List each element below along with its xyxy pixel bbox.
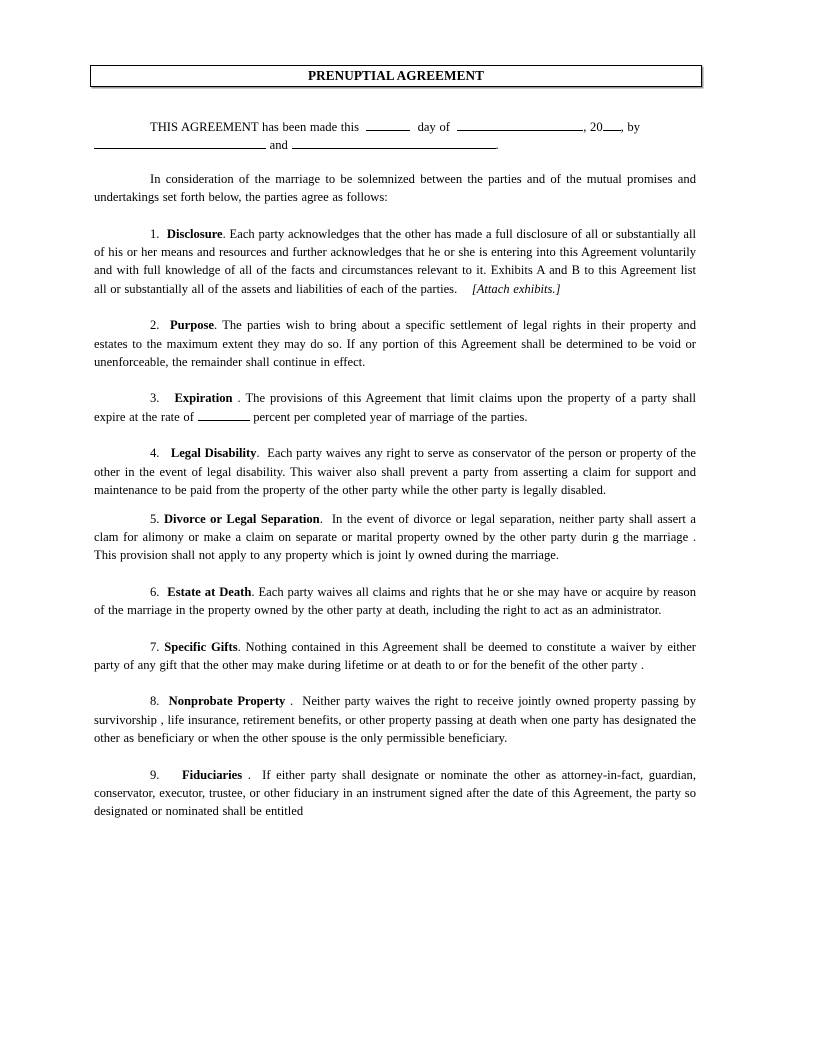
document-title-box [90,65,702,87]
section-9-heading: Fiduciaries [181,767,243,782]
section-8 [94,692,696,747]
section-3-body-before-blank: The provisions of this Agreement that limit claims upon the property of a party shall expire at the rate of [94,391,696,424]
page-title: PRENUPTIAL AGREEMENT [307,68,485,84]
section-3-separator: . [237,391,241,406]
section-1-separator: . [222,226,226,241]
spacer [94,155,696,170]
section-4-separator: . [256,446,260,461]
blank-party-one-field[interactable] [94,137,266,150]
section-6-separator: . [251,584,255,599]
intro-by: , by [620,120,641,134]
section-9-number: 9. [150,767,160,782]
section-7-number: 7. [150,639,160,654]
section-6 [94,583,696,620]
section-2-separator: . [214,318,218,333]
section-3-body-after-blank: percent per completed year of marriage of the parties. [253,409,528,424]
section-2-number: 2. [150,318,160,333]
section-7-separator: . [237,639,241,654]
spacer [94,748,696,766]
spacer [94,207,696,225]
document-body [94,118,696,821]
section-8-body: Neither party waives the right to receive jointly owned property passing by survivorship , life insurance, retirement benefits, or other property passing at death when one party has designated the other as beneficiary or when the other spouse is the only permissible beneficiary. [94,694,696,746]
intro-year-prefix: , 20 [583,120,603,134]
section-4-number: 4. [150,446,160,461]
spacer [94,426,696,444]
blank-party-two-field[interactable] [292,137,496,150]
intro-and: and [269,138,288,153]
section-7-body: Nothing contained in this Agreement shall be deemed to constitute a waiver by either party of any gift that the other may make during lifetime or at death to or for the benefit of the other party . [94,639,696,672]
section-2 [94,316,696,371]
spacer [94,500,696,510]
section-5-number: 5. [150,511,160,526]
section-2-heading: Purpose [169,318,215,333]
intro-day-of: day of [417,120,450,134]
section-4-body: Each party waives any right to serve as conservator of the person or property of the other in the event of legal disability. This waiver also shall prevent a party from asserting a claim for support and maintenance to be paid from the property of the other party while the other party is legally disabled. [94,446,697,498]
section-7-heading: Specific Gifts [164,639,238,654]
spacer [94,298,696,316]
spacer [94,674,696,692]
section-9-body: If either party shall designate or nominate the other as attorney-in-fact, guardian, conservator, executor, trustee, or other fiduciary in an instrument signed after the date of this Agreement, the party so designated or nominated shall be entitled [94,767,697,819]
section-8-heading: Nonprobate Property [168,694,286,709]
section-5 [94,510,696,565]
intro-paragraph [94,118,696,155]
section-5-heading: Divorce or Legal Separation [163,511,320,526]
section-5-body: In the event of divorce or legal separation, neither party shall assert a clam for alimony or make a claim on separate or marital property owned by the other party durin g the marriage . This provision shall not apply to any property which is joint ly owned during the marriage. [94,511,696,563]
intro-made-this: has been made this [262,120,360,134]
spacer [94,371,696,389]
section-6-heading: Estate at Death [167,584,252,599]
section-9 [94,766,696,821]
section-1 [94,225,696,299]
section-4 [94,444,696,499]
section-6-number: 6. [150,584,160,599]
section-3-heading: Expiration [174,391,233,406]
section-1-note: [Attach exhibits.] [471,281,561,296]
section-9-separator: . [247,767,251,782]
section-1-body: Each party acknowledges that the other has made a full disclosure of all or substantially all of his or her means and resources and further acknowledges that he or she is entering into this Agreement voluntarily and with full knowledge of all of the facts and circumstances relevant to it. Exhibits A and B to this Agreement list all or substantially all of the assets and liabilities of each of the parties. [94,226,696,296]
section-1-heading: Disclosure [166,226,223,241]
section-6-body: Each party waives all claims and rights that he or she may have or acquire by reason of the marriage in the property owned by the other party at death, including the right to act as an administrator. [94,584,697,618]
blank-month-field[interactable] [457,118,583,131]
section-3-number: 3. [150,391,160,406]
section-1-number: 1. [150,226,160,241]
section-3 [94,389,696,426]
intro-this-agreement: THIS AGREEMENT [150,120,259,134]
section-2-body: The parties wish to bring about a specific settlement of legal rights in their property and estates to the maximum extent they may do so. If any portion of this Agreement shall be determined to be void or unenforceable, the remainder shall continue in effect. [94,318,696,370]
blank-expiration-rate-field[interactable] [198,408,250,421]
section-8-separator: . [289,694,294,709]
section-4-heading: Legal Disability [170,446,257,461]
section-7 [94,638,696,675]
section-8-number: 8. [150,694,160,709]
section-5-separator: . [319,511,323,526]
spacer [94,565,696,583]
intro-period: . [495,138,499,153]
recital-paragraph: In consideration of the marriage to be solemnized between the parties and of the mutual promises and undertakings set forth below, the parties agree as follows: [94,171,696,205]
spacer [94,620,696,638]
blank-day-field[interactable] [366,118,410,131]
blank-year-field[interactable] [603,118,621,131]
